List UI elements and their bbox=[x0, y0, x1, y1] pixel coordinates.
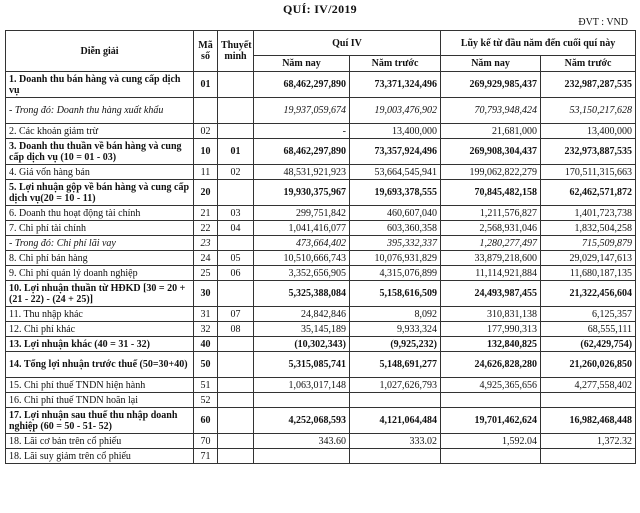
row-ytd-this-year: 1,211,576,827 bbox=[441, 206, 541, 221]
row-note bbox=[218, 434, 254, 449]
row-code: 70 bbox=[194, 434, 218, 449]
row-quarter-last-year bbox=[350, 449, 441, 464]
row-quarter-last-year: (9,925,232) bbox=[350, 337, 441, 352]
row-quarter-last-year: 603,360,358 bbox=[350, 221, 441, 236]
row-code: 52 bbox=[194, 393, 218, 408]
row-code: 71 bbox=[194, 449, 218, 464]
row-ytd-last-year: 232,973,887,535 bbox=[541, 139, 636, 165]
row-ytd-last-year: 1,372.32 bbox=[541, 434, 636, 449]
row-quarter-this-year: 48,531,921,923 bbox=[254, 165, 350, 180]
row-label: 2. Các khoản giảm trừ bbox=[6, 124, 194, 139]
row-label: 9. Chi phí quản lý doanh nghiệp bbox=[6, 266, 194, 281]
row-ytd-last-year: 62,462,571,872 bbox=[541, 180, 636, 206]
table-row bbox=[6, 124, 636, 139]
row-code: 22 bbox=[194, 221, 218, 236]
row-quarter-last-year bbox=[350, 393, 441, 408]
row-note: 07 bbox=[218, 307, 254, 322]
row-ytd-this-year: 199,062,822,279 bbox=[441, 165, 541, 180]
row-ytd-last-year: 1,401,723,738 bbox=[541, 206, 636, 221]
row-quarter-this-year: 473,664,402 bbox=[254, 236, 350, 251]
row-code: 20 bbox=[194, 180, 218, 206]
table-row bbox=[6, 434, 636, 449]
header-ytd-group: Lũy kế từ đầu năm đến cuối quí này bbox=[441, 31, 636, 56]
row-note bbox=[218, 378, 254, 393]
row-ytd-last-year: 21,322,456,604 bbox=[541, 281, 636, 307]
table-row bbox=[6, 393, 636, 408]
row-quarter-this-year bbox=[254, 449, 350, 464]
row-label: 6. Doanh thu hoạt động tài chính bbox=[6, 206, 194, 221]
row-quarter-this-year: 19,930,375,967 bbox=[254, 180, 350, 206]
row-ytd-last-year: 1,832,504,258 bbox=[541, 221, 636, 236]
row-quarter-this-year: 4,252,068,593 bbox=[254, 408, 350, 434]
row-label: 18. Lãi cơ bản trên cổ phiếu bbox=[6, 434, 194, 449]
row-quarter-this-year: 1,041,416,077 bbox=[254, 221, 350, 236]
row-ytd-this-year: 132,840,825 bbox=[441, 337, 541, 352]
row-code: 21 bbox=[194, 206, 218, 221]
row-ytd-this-year: 24,626,828,280 bbox=[441, 352, 541, 378]
row-ytd-this-year: 269,908,304,437 bbox=[441, 139, 541, 165]
row-quarter-last-year: 73,357,924,496 bbox=[350, 139, 441, 165]
row-label: 12. Chi phí khác bbox=[6, 322, 194, 337]
row-quarter-last-year: 395,332,337 bbox=[350, 236, 441, 251]
row-note: 01 bbox=[218, 139, 254, 165]
header-q-this-year: Năm nay bbox=[254, 56, 350, 72]
row-code: 25 bbox=[194, 266, 218, 281]
table-row bbox=[6, 337, 636, 352]
row-quarter-this-year: 343.60 bbox=[254, 434, 350, 449]
row-note bbox=[218, 281, 254, 307]
row-ytd-last-year: 170,511,315,663 bbox=[541, 165, 636, 180]
row-label: 4. Giá vốn hàng bán bbox=[6, 165, 194, 180]
row-label: - Trong đó: Chi phí lãi vay bbox=[6, 236, 194, 251]
header-ytd-last-year: Năm trước bbox=[541, 56, 636, 72]
row-code: 32 bbox=[194, 322, 218, 337]
row-code: 02 bbox=[194, 124, 218, 139]
report-title: QUÍ: IV/2019 bbox=[283, 2, 357, 16]
row-quarter-this-year: 5,315,085,741 bbox=[254, 352, 350, 378]
row-quarter-last-year: 333.02 bbox=[350, 434, 441, 449]
row-quarter-last-year: 460,607,040 bbox=[350, 206, 441, 221]
row-ytd-last-year: 53,150,217,628 bbox=[541, 98, 636, 124]
row-quarter-this-year: 5,325,388,084 bbox=[254, 281, 350, 307]
row-note: 08 bbox=[218, 322, 254, 337]
row-note bbox=[218, 408, 254, 434]
row-label: 10. Lợi nhuận thuần từ HĐKD [30 = 20 + (21 - 22) - (24 + 25)] bbox=[6, 281, 194, 307]
row-ytd-this-year: 19,701,462,624 bbox=[441, 408, 541, 434]
row-quarter-last-year: 8,092 bbox=[350, 307, 441, 322]
row-quarter-this-year: 1,063,017,148 bbox=[254, 378, 350, 393]
table-row bbox=[6, 98, 636, 124]
table-row bbox=[6, 236, 636, 251]
row-ytd-last-year: 715,509,879 bbox=[541, 236, 636, 251]
row-code: 50 bbox=[194, 352, 218, 378]
row-ytd-last-year: 29,029,147,613 bbox=[541, 251, 636, 266]
row-ytd-this-year: 70,793,948,424 bbox=[441, 98, 541, 124]
header-ytd-this-year: Năm nay bbox=[441, 56, 541, 72]
row-code: 24 bbox=[194, 251, 218, 266]
row-note bbox=[218, 72, 254, 98]
row-note bbox=[218, 236, 254, 251]
table-row bbox=[6, 281, 636, 307]
row-note: 06 bbox=[218, 266, 254, 281]
row-ytd-this-year: 24,493,987,455 bbox=[441, 281, 541, 307]
row-note: 05 bbox=[218, 251, 254, 266]
row-code: 30 bbox=[194, 281, 218, 307]
row-quarter-last-year: 13,400,000 bbox=[350, 124, 441, 139]
row-note bbox=[218, 180, 254, 206]
row-label: 13. Lợi nhuận khác (40 = 31 - 32) bbox=[6, 337, 194, 352]
row-note bbox=[218, 393, 254, 408]
row-code: 11 bbox=[194, 165, 218, 180]
row-label: 1. Doanh thu bán hàng và cung cấp dịch vụ bbox=[6, 72, 194, 98]
row-note bbox=[218, 337, 254, 352]
header-quarter-group: Quí IV bbox=[254, 31, 441, 56]
row-label: 5. Lợi nhuận gộp về bán hàng và cung cấp dịch vụ(20 = 10 - 11) bbox=[6, 180, 194, 206]
row-note bbox=[218, 124, 254, 139]
row-ytd-this-year: 11,114,921,884 bbox=[441, 266, 541, 281]
row-ytd-this-year: 269,929,985,437 bbox=[441, 72, 541, 98]
currency-unit: ĐVT : VND bbox=[578, 17, 628, 28]
row-code: 23 bbox=[194, 236, 218, 251]
row-code: 60 bbox=[194, 408, 218, 434]
table-row bbox=[6, 206, 636, 221]
table-row bbox=[6, 352, 636, 378]
row-ytd-last-year: 4,277,558,402 bbox=[541, 378, 636, 393]
row-ytd-this-year bbox=[441, 449, 541, 464]
row-code: 51 bbox=[194, 378, 218, 393]
row-quarter-last-year: 5,158,616,509 bbox=[350, 281, 441, 307]
header-code: Mã số bbox=[194, 31, 218, 72]
row-note: 02 bbox=[218, 165, 254, 180]
row-ytd-this-year: 2,568,931,046 bbox=[441, 221, 541, 236]
row-quarter-this-year: 68,462,297,890 bbox=[254, 72, 350, 98]
row-quarter-this-year: 10,510,666,743 bbox=[254, 251, 350, 266]
table-row bbox=[6, 307, 636, 322]
row-quarter-last-year: 5,148,691,277 bbox=[350, 352, 441, 378]
row-label: - Trong đó: Doanh thu hàng xuất khẩu bbox=[6, 98, 194, 124]
row-code: 31 bbox=[194, 307, 218, 322]
row-ytd-this-year: 33,879,218,600 bbox=[441, 251, 541, 266]
row-ytd-last-year: 11,680,187,135 bbox=[541, 266, 636, 281]
table-body bbox=[6, 72, 636, 464]
row-ytd-last-year: 6,125,357 bbox=[541, 307, 636, 322]
row-code: 10 bbox=[194, 139, 218, 165]
row-note: 04 bbox=[218, 221, 254, 236]
row-quarter-last-year: 1,027,626,793 bbox=[350, 378, 441, 393]
row-ytd-this-year bbox=[441, 393, 541, 408]
row-quarter-this-year: 299,751,842 bbox=[254, 206, 350, 221]
row-quarter-last-year: 4,315,076,899 bbox=[350, 266, 441, 281]
row-quarter-this-year: 24,842,846 bbox=[254, 307, 350, 322]
row-label: 16. Chi phí thuế TNDN hoãn lại bbox=[6, 393, 194, 408]
row-quarter-last-year: 10,076,931,829 bbox=[350, 251, 441, 266]
row-note bbox=[218, 352, 254, 378]
row-quarter-last-year: 19,693,378,555 bbox=[350, 180, 441, 206]
row-ytd-last-year: 232,987,287,535 bbox=[541, 72, 636, 98]
row-label: 7. Chi phí tài chính bbox=[6, 221, 194, 236]
row-label: 15. Chi phí thuế TNDN hiện hành bbox=[6, 378, 194, 393]
row-ytd-this-year: 21,681,000 bbox=[441, 124, 541, 139]
row-code: 40 bbox=[194, 337, 218, 352]
header-description: Diễn giải bbox=[6, 31, 194, 72]
row-quarter-this-year bbox=[254, 393, 350, 408]
row-note: 03 bbox=[218, 206, 254, 221]
row-ytd-this-year: 310,831,138 bbox=[441, 307, 541, 322]
header-note: Thuyết minh bbox=[218, 31, 254, 72]
row-ytd-this-year: 70,845,482,158 bbox=[441, 180, 541, 206]
table-row bbox=[6, 165, 636, 180]
table-row bbox=[6, 72, 636, 98]
row-quarter-this-year: (10,302,343) bbox=[254, 337, 350, 352]
row-label: 3. Doanh thu thuần về bán hàng và cung cấp dịch vụ (10 = 01 - 03) bbox=[6, 139, 194, 165]
table-row bbox=[6, 408, 636, 434]
row-quarter-this-year: - bbox=[254, 124, 350, 139]
table-row bbox=[6, 221, 636, 236]
row-label: 11. Thu nhập khác bbox=[6, 307, 194, 322]
row-ytd-this-year: 1,592.04 bbox=[441, 434, 541, 449]
table-row bbox=[6, 266, 636, 281]
table-row bbox=[6, 449, 636, 464]
row-ytd-last-year bbox=[541, 449, 636, 464]
row-ytd-last-year: 16,982,468,448 bbox=[541, 408, 636, 434]
row-quarter-last-year: 73,371,324,496 bbox=[350, 72, 441, 98]
row-note bbox=[218, 98, 254, 124]
row-quarter-last-year: 4,121,064,484 bbox=[350, 408, 441, 434]
row-ytd-this-year: 1,280,277,497 bbox=[441, 236, 541, 251]
row-note bbox=[218, 449, 254, 464]
income-statement-table bbox=[5, 30, 636, 464]
row-label: 18. Lãi suy giảm trên cổ phiếu bbox=[6, 449, 194, 464]
row-code bbox=[194, 98, 218, 124]
row-quarter-last-year: 9,933,324 bbox=[350, 322, 441, 337]
row-quarter-this-year: 68,462,297,890 bbox=[254, 139, 350, 165]
row-ytd-this-year: 4,925,365,656 bbox=[441, 378, 541, 393]
row-quarter-this-year: 35,145,189 bbox=[254, 322, 350, 337]
row-quarter-this-year: 3,352,656,905 bbox=[254, 266, 350, 281]
table-row bbox=[6, 251, 636, 266]
header-q-last-year: Năm trước bbox=[350, 56, 441, 72]
row-ytd-last-year bbox=[541, 393, 636, 408]
row-code: 01 bbox=[194, 72, 218, 98]
table-row bbox=[6, 378, 636, 393]
row-ytd-last-year: (62,429,754) bbox=[541, 337, 636, 352]
row-ytd-last-year: 21,260,026,850 bbox=[541, 352, 636, 378]
table-row bbox=[6, 322, 636, 337]
table-row bbox=[6, 180, 636, 206]
table-row bbox=[6, 139, 636, 165]
row-quarter-last-year: 19,003,476,902 bbox=[350, 98, 441, 124]
row-label: 8. Chi phí bán hàng bbox=[6, 251, 194, 266]
row-label: 14. Tổng lợi nhuận trước thuế (50=30+40) bbox=[6, 352, 194, 378]
row-ytd-last-year: 68,555,111 bbox=[541, 322, 636, 337]
row-ytd-last-year: 13,400,000 bbox=[541, 124, 636, 139]
row-quarter-last-year: 53,664,545,941 bbox=[350, 165, 441, 180]
row-ytd-this-year: 177,990,313 bbox=[441, 322, 541, 337]
row-label: 17. Lợi nhuận sau thuế thu nhập doanh nghiệp (60 = 50 - 51- 52) bbox=[6, 408, 194, 434]
row-quarter-this-year: 19,937,059,674 bbox=[254, 98, 350, 124]
